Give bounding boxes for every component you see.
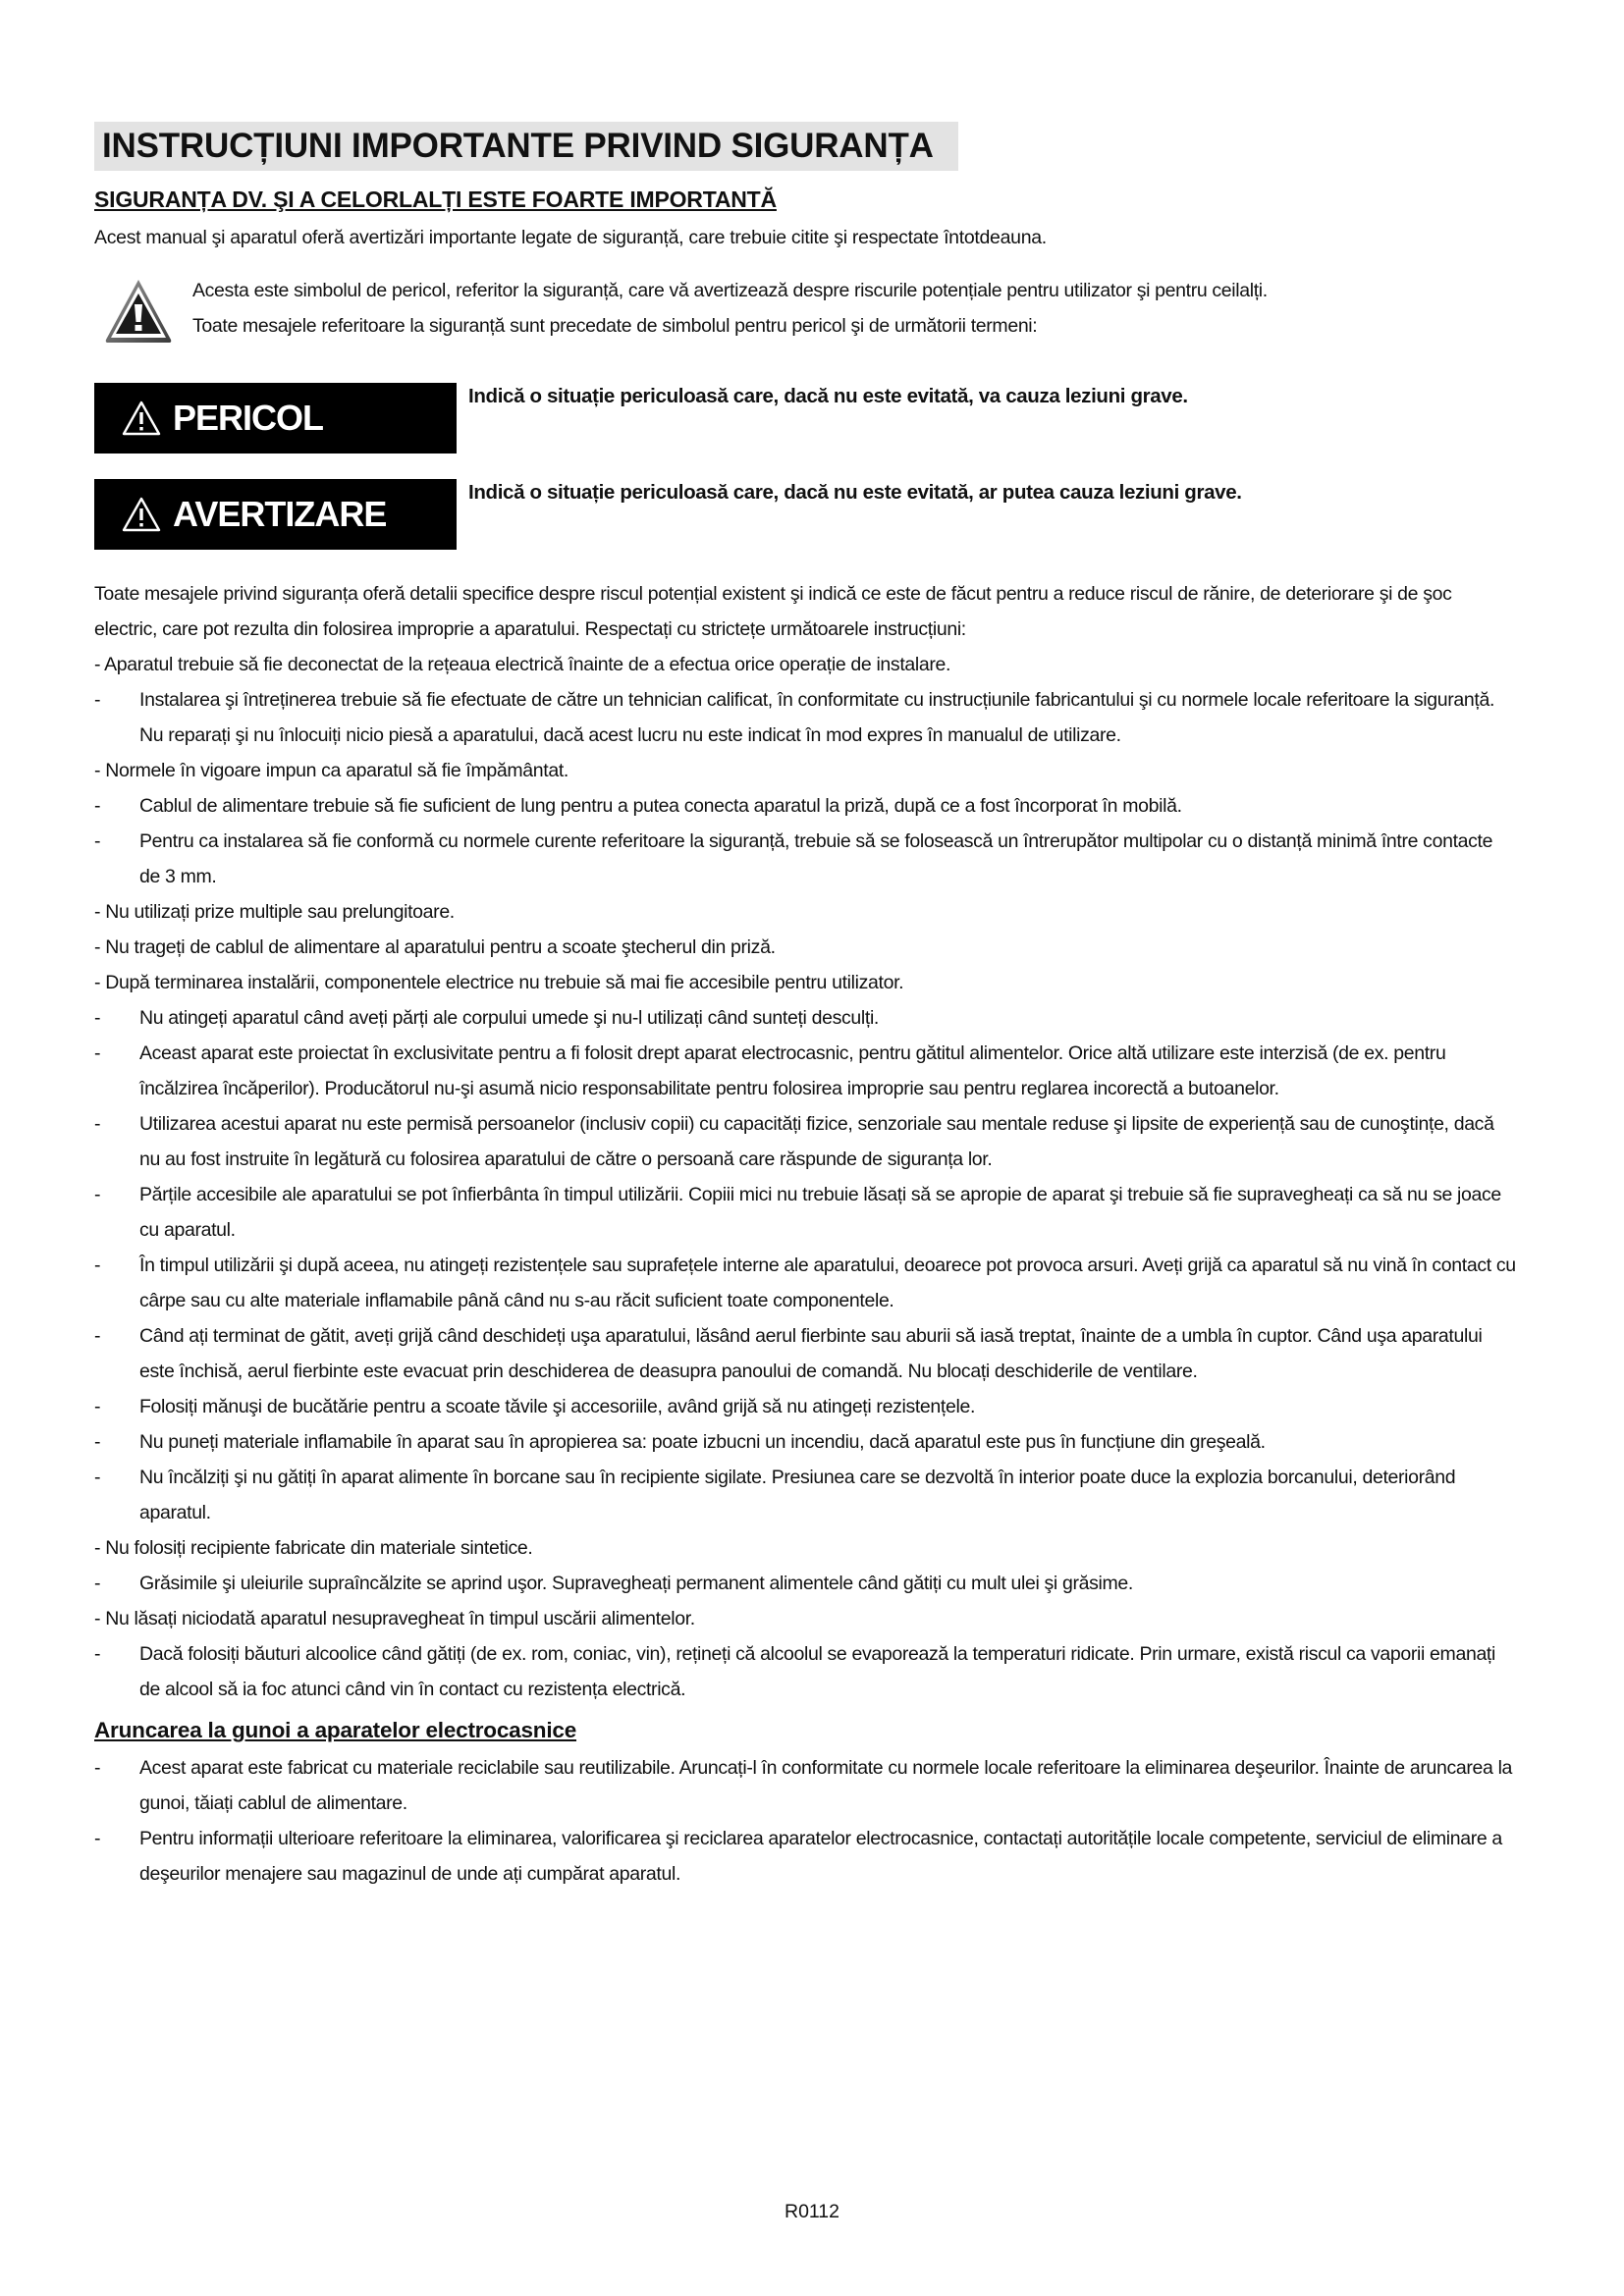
list-item-text: Acest aparat este fabricat cu materiale reciclabile sau reutilizabile. Aruncați-l în conformitate cu normele locale referitoare la eliminarea deşeurilor. Înainte de aruncarea la gunoi, tăiați cablul de alimentare.: [139, 1757, 1513, 1814]
warning-description: Indică o situație periculoasă care, dacă nu este evitată, ar putea cauza leziuni grave.: [468, 481, 1242, 504]
list-item-text: Pentru ca instalarea să fie conformă cu normele curente referitoare la siguranță, trebuie să se folosească un întrerupător multipolar cu o distanță minimă între contacte de 3 mm.: [139, 830, 1493, 887]
dash-bullet: -: [94, 1431, 101, 1453]
list-item-text: - Normele în vigoare impun ca aparatul să fie împământat.: [94, 760, 568, 781]
dash-bullet: -: [94, 1467, 101, 1488]
list-item: [94, 682, 1518, 753]
list-item: [94, 1566, 1518, 1601]
list-item: [94, 1530, 1518, 1566]
list-item: [94, 1750, 1518, 1821]
list-item: [94, 1601, 1518, 1636]
dash-bullet: -: [94, 689, 101, 711]
list-item: [94, 965, 1518, 1000]
list-item-text: Nu puneți materiale inflamabile în aparat sau în apropierea sa: poate izbucni un incendiu, dacă aparatul este pus în funcțiune din greşeală.: [139, 1431, 1266, 1453]
dash-bullet: -: [94, 1113, 101, 1135]
list-item: [94, 1177, 1518, 1248]
disposal-title: Aruncarea la gunoi a aparatelor electrocasnice: [94, 1718, 577, 1742]
list-item-text: Când ați terminat de gătit, aveți grijă când deschideți uşa aparatului, lăsând aerul fierbinte sau aburii să iasă treptat, înainte de a umbla în cuptor. Când uşa aparatului este închisă, aerul fierbinte este evacuat prin deschiderea de deasupra panoului de comandă. Nu blocați deschiderile de ventilare.: [139, 1325, 1483, 1382]
dash-bullet: -: [94, 1573, 101, 1594]
symbol-line-1: Acesta este simbolul de pericol, referitor la siguranță, care vă avertizează despre riscurile potențiale pentru utilizator şi pentru ceilalți.: [192, 280, 1268, 301]
list-item-text: Folosiți mănuşi de bucătărie pentru a scoate tăvile şi accesoriile, având grijă să nu atingeți rezistențele.: [139, 1396, 976, 1417]
list-item: [94, 1248, 1518, 1318]
list-item-text: Cablul de alimentare trebuie să fie suficient de lung pentru a putea conecta aparatul la priză, după ce a fost încorporat în mobilă.: [139, 795, 1182, 817]
safety-instructions: [94, 576, 1518, 1892]
danger-label: PERICOL: [173, 398, 324, 438]
dash-bullet: -: [94, 1643, 101, 1665]
list-item: [94, 1318, 1518, 1389]
dash-bullet: -: [94, 1184, 101, 1205]
list-item-text: Nu atingeți aparatul când aveți părți ale corpului umede şi nu-l utilizați când sunteți desculți.: [139, 1007, 879, 1029]
dash-bullet: -: [94, 1007, 101, 1029]
list-item: [94, 930, 1518, 965]
intro-text: Acest manual şi aparatul oferă avertizări importante legate de siguranță, care trebuie citite şi respectate întotdeauna.: [94, 227, 1047, 248]
disposal-list: [94, 1750, 1518, 1892]
list-item-text: În timpul utilizării şi după aceea, nu atingeți rezistențele sau suprafețele interne ale aparatului, deoarece pot provoca arsuri. Aveți grijă ca aparatul să nu vină în contact cu cârpe sau cu alte materiale inflamabile până când nu s-au răcit suficient toate componentele.: [139, 1255, 1516, 1311]
list-item: [94, 1636, 1518, 1707]
list-item: [94, 1106, 1518, 1177]
list-item-text: - Nu lăsați niciodată aparatul nesupravegheat în timpul uscării alimentelor.: [94, 1608, 695, 1629]
page-title: INSTRUCȚIUNI IMPORTANTE PRIVIND SIGURANȚA: [94, 122, 958, 171]
list-item: [94, 1036, 1518, 1106]
dash-bullet: -: [94, 830, 101, 852]
list-item-text: - Aparatul trebuie să fie deconectat de la rețeaua electrică înainte de a efectua orice operație de instalare.: [94, 654, 951, 675]
list-item-text: Utilizarea acestui aparat nu este permisă persoanelor (inclusiv copii) cu capacități fizice, senzoriale sau mentale reduse şi lipsite de experiență sau de cunoştințe, dacă nu au fost instruite în legătură cu folosirea aparatului de către o persoană care răspunde de siguranța lor.: [139, 1113, 1494, 1170]
dash-bullet: -: [94, 1325, 101, 1347]
warning-triangle-outline-icon: [122, 400, 161, 436]
warning-badge: [94, 479, 457, 550]
list-item-text: - Nu folosiți recipiente fabricate din materiale sintetice.: [94, 1537, 533, 1559]
instructions-intro: Toate mesajele privind siguranța oferă detalii specifice despre riscul potențial existent şi indică ce este de făcut pentru a reduce riscul de rănire, de deteriorare şi de şoc electric, care pot rezulta din folosirea improprie a aparatului. Respectați cu strictețe următoarele instrucțiuni:: [94, 583, 1452, 640]
warning-triangle-outline-icon: [122, 497, 161, 532]
danger-badge: [94, 383, 457, 454]
list-item: [94, 1000, 1518, 1036]
list-item-text: - După terminarea instalării, componentele electrice nu trebuie să mai fie accesibile pentru utilizator.: [94, 972, 904, 993]
list-item: [94, 894, 1518, 930]
dash-bullet: -: [94, 1042, 101, 1064]
list-item-text: Aceast aparat este proiectat în exclusivitate pentru a fi folosit drept aparat electrocasnic, pentru gătitul alimentelor. Orice altă utilizare este interzisă (de ex. pentru încălzirea încăperilor). Producătorul nu-şi asumă nicio responsabilitate pentru folosirea improprie sau pentru reglarea incorectă a butoanelor.: [139, 1042, 1446, 1099]
danger-description: Indică o situație periculoasă care, dacă nu este evitată, va cauza leziuni grave.: [468, 385, 1188, 407]
list-item: [94, 1424, 1518, 1460]
instructions-list: [94, 647, 1518, 1707]
dash-bullet: -: [94, 795, 101, 817]
list-item-text: Pentru informații ulterioare referitoare la eliminarea, valorificarea şi reciclarea aparatelor electrocasnice, contactați autoritățile locale competente, serviciul de eliminare a deşeurilor menajere sau magazinul de unde ați cumpărat aparatul.: [139, 1828, 1502, 1885]
warning-label: AVERTIZARE: [173, 494, 387, 534]
list-item-text: - Nu trageți de cablul de alimentare al aparatului pentru a scoate ştecherul din priză.: [94, 936, 776, 958]
dash-bullet: -: [94, 1828, 101, 1849]
symbol-line-2: Toate mesajele referitoare la siguranță sunt precedate de simbolul pentru pericol şi de următorii termeni:: [192, 315, 1038, 337]
list-item: [94, 753, 1518, 788]
list-item-text: - Nu utilizați prize multiple sau prelungitoare.: [94, 901, 455, 923]
list-item: [94, 1460, 1518, 1530]
list-item-text: Instalarea şi întreținerea trebuie să fie efectuate de către un tehnician calificat, în conformitate cu instrucțiunile fabricantului şi cu normele locale referitoare la siguranță. Nu reparați şi nu înlocuiți nicio piesă a aparatului, dacă acest lucru nu este indicat în mod expres în manualul de utilizare.: [139, 689, 1495, 746]
page-code: R0112: [784, 2201, 839, 2222]
list-item: [94, 824, 1518, 894]
dash-bullet: -: [94, 1396, 101, 1417]
list-item: [94, 1821, 1518, 1892]
list-item-text: Dacă folosiți băuturi alcoolice când gătiți (de ex. rom, coniac, vin), rețineți că alcoolul se evaporează la temperaturi ridicate. Prin urmare, există riscul ca vaporii emanați de alcool să ia foc atunci când vin în contact cu rezistența electrică.: [139, 1643, 1495, 1700]
dash-bullet: -: [94, 1255, 101, 1276]
list-item-text: Părțile accesibile ale aparatului se pot înfierbânta în timpul utilizării. Copiii mici nu trebuie lăsați să se apropie de aparat şi trebuie să fie supravegheați ca să nu se joace cu aparatul.: [139, 1184, 1501, 1241]
list-item: [94, 1389, 1518, 1424]
dash-bullet: -: [94, 1757, 101, 1779]
list-item-text: Nu încălziți şi nu gătiți în aparat alimente în borcane sau în recipiente sigilate. Presiunea care se dezvoltă în interior poate duce la explozia borcanului, deteriorând aparatul.: [139, 1467, 1456, 1523]
section-subtitle: SIGURANȚA DV. ŞI A CELORLALȚI ESTE FOARTE IMPORTANTĂ: [94, 187, 777, 212]
symbol-explanation: [192, 273, 1268, 344]
warning-triangle-icon: [104, 277, 173, 346]
list-item: [94, 647, 1518, 682]
list-item-text: Grăsimile şi uleiurile supraîncălzite se aprind uşor. Supravegheați permanent alimentele când gătiți cu mult ulei şi grăsime.: [139, 1573, 1133, 1594]
list-item: [94, 788, 1518, 824]
